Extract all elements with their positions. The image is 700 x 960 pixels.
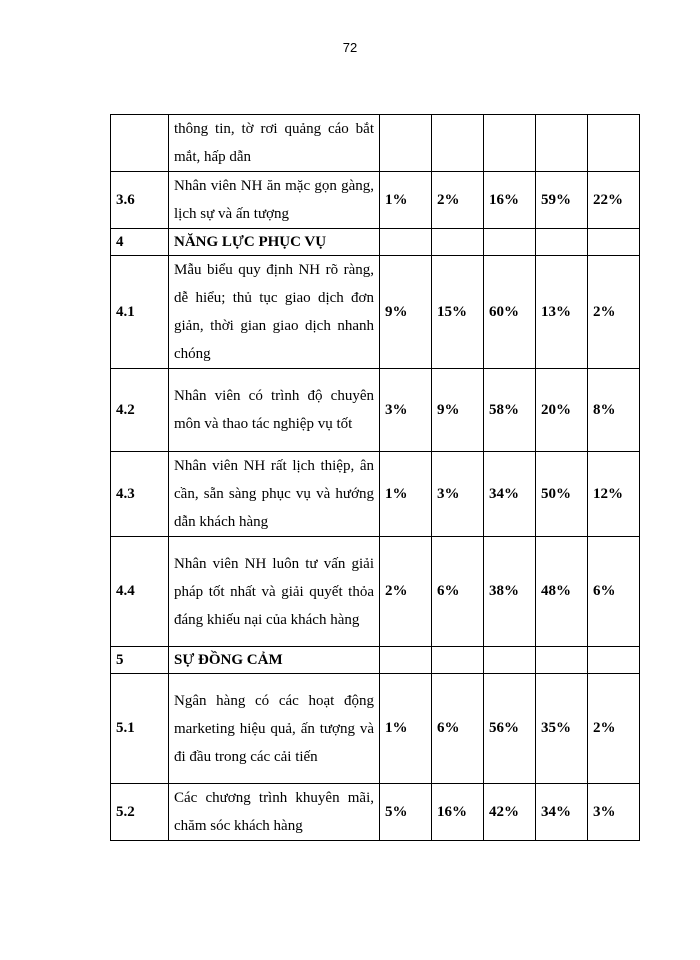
percentage-cell: 50% <box>536 452 588 537</box>
row-number-cell: 4 <box>111 229 169 256</box>
percentage-cell <box>380 647 432 674</box>
row-number-cell: 4.4 <box>111 537 169 647</box>
percentage-cell: 48% <box>536 537 588 647</box>
row-number-cell: 5.1 <box>111 674 169 784</box>
percentage-cell: 34% <box>536 784 588 841</box>
section-row <box>111 229 640 256</box>
table-row <box>111 537 640 647</box>
percentage-cell <box>432 229 484 256</box>
percentage-cell <box>432 115 484 172</box>
page-number: 72 <box>342 40 358 55</box>
survey-results-table <box>110 114 640 841</box>
percentage-cell: 1% <box>380 452 432 537</box>
percentage-cell: 3% <box>588 784 640 841</box>
percentage-cell: 38% <box>484 537 536 647</box>
row-number-cell: 3.6 <box>111 172 169 229</box>
row-number-cell: 4.3 <box>111 452 169 537</box>
percentage-cell: 1% <box>380 172 432 229</box>
percentage-cell <box>484 229 536 256</box>
criterion-cell: Nhân viên có trình độ chuyên môn và thao tác nghiệp vụ tốt <box>169 369 380 452</box>
percentage-cell: 6% <box>588 537 640 647</box>
percentage-cell: 2% <box>380 537 432 647</box>
row-number-cell: 4.1 <box>111 256 169 369</box>
percentage-cell: 2% <box>588 674 640 784</box>
percentage-cell: 3% <box>432 452 484 537</box>
percentage-cell: 16% <box>484 172 536 229</box>
section-title-cell: SỰ ĐỒNG CẢM <box>169 647 380 674</box>
table-row <box>111 172 640 229</box>
percentage-cell: 9% <box>380 256 432 369</box>
percentage-cell <box>484 647 536 674</box>
percentage-cell: 16% <box>432 784 484 841</box>
section-title-cell: NĂNG LỰC PHỤC VỤ <box>169 229 380 256</box>
table-row <box>111 452 640 537</box>
percentage-cell: 35% <box>536 674 588 784</box>
criterion-cell: Nhân viên NH ăn mặc gọn gàng, lịch sự và ấn tượng <box>169 172 380 229</box>
percentage-cell <box>588 229 640 256</box>
percentage-cell: 58% <box>484 369 536 452</box>
percentage-cell <box>432 647 484 674</box>
table-row <box>111 369 640 452</box>
percentage-cell: 6% <box>432 537 484 647</box>
percentage-cell <box>588 115 640 172</box>
percentage-cell: 13% <box>536 256 588 369</box>
percentage-cell: 6% <box>432 674 484 784</box>
percentage-cell: 2% <box>588 256 640 369</box>
table-row <box>111 674 640 784</box>
percentage-cell: 3% <box>380 369 432 452</box>
percentage-cell: 60% <box>484 256 536 369</box>
percentage-cell <box>484 115 536 172</box>
percentage-cell: 22% <box>588 172 640 229</box>
percentage-cell: 2% <box>432 172 484 229</box>
percentage-cell: 8% <box>588 369 640 452</box>
row-number-cell <box>111 115 169 172</box>
percentage-cell: 15% <box>432 256 484 369</box>
percentage-cell <box>380 229 432 256</box>
criterion-cell: Nhân viên NH rất lịch thiệp, ân cần, sẵn sàng phục vụ và hướng dẫn khách hàng <box>169 452 380 537</box>
percentage-cell: 56% <box>484 674 536 784</box>
percentage-cell <box>536 115 588 172</box>
table-row <box>111 256 640 369</box>
percentage-cell <box>536 229 588 256</box>
row-number-cell: 5.2 <box>111 784 169 841</box>
percentage-cell: 34% <box>484 452 536 537</box>
percentage-cell: 42% <box>484 784 536 841</box>
criterion-cell: Nhân viên NH luôn tư vấn giải pháp tốt nhất và giải quyết thỏa đáng khiếu nại của khách hàng <box>169 537 380 647</box>
table-body <box>111 115 640 841</box>
criterion-cell: thông tin, tờ rơi quảng cáo bắt mắt, hấp dẫn <box>169 115 380 172</box>
criterion-cell: Mẫu biểu quy định NH rõ ràng, dễ hiểu; thủ tục giao dịch đơn giản, thời gian giao dịch nhanh chóng <box>169 256 380 369</box>
criterion-cell: Các chương trình khuyên mãi, chăm sóc khách hàng <box>169 784 380 841</box>
percentage-cell <box>380 115 432 172</box>
table-row <box>111 784 640 841</box>
section-row <box>111 647 640 674</box>
percentage-cell: 12% <box>588 452 640 537</box>
table-row <box>111 115 640 172</box>
row-number-cell: 5 <box>111 647 169 674</box>
percentage-cell <box>588 647 640 674</box>
percentage-cell: 9% <box>432 369 484 452</box>
percentage-cell: 59% <box>536 172 588 229</box>
percentage-cell: 20% <box>536 369 588 452</box>
percentage-cell <box>536 647 588 674</box>
percentage-cell: 1% <box>380 674 432 784</box>
criterion-cell: Ngân hàng có các hoạt động marketing hiệu quả, ấn tượng và đi đầu trong các cải tiến <box>169 674 380 784</box>
percentage-cell: 5% <box>380 784 432 841</box>
row-number-cell: 4.2 <box>111 369 169 452</box>
